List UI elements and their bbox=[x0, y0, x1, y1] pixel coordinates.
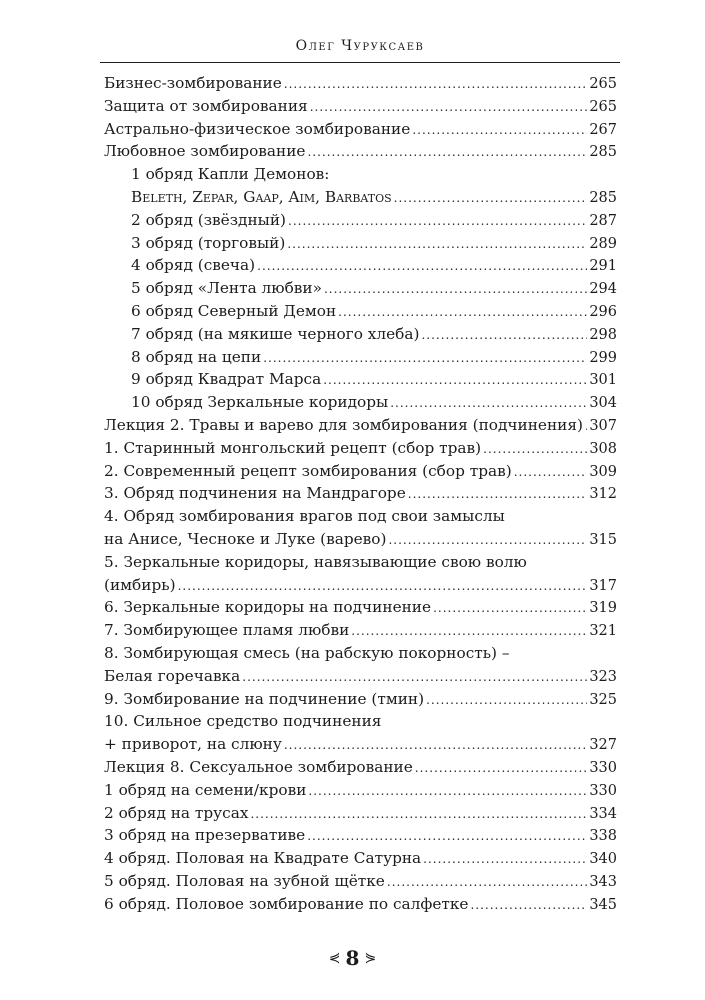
toc-entry-page: 285 bbox=[589, 144, 617, 161]
toc-leader-dots bbox=[284, 73, 588, 96]
toc-entry bbox=[104, 893, 617, 916]
toc-entry-page: 301 bbox=[589, 372, 617, 389]
toc-entry bbox=[104, 118, 617, 141]
toc-entry-page: 330 bbox=[589, 759, 617, 776]
toc-entry-title: 4 обряд (свеча) bbox=[131, 256, 256, 275]
toc-entry-title: 6 обряд. Половое зомбирование по салфетке bbox=[104, 894, 469, 913]
toc-entry-page: 325 bbox=[589, 691, 617, 708]
toc-leader-dots bbox=[433, 597, 587, 620]
toc-leader-dots bbox=[307, 141, 587, 164]
toc-leader-dots bbox=[284, 734, 587, 757]
toc-entry bbox=[104, 437, 617, 460]
toc-leader-dots bbox=[242, 666, 587, 689]
toc-entry-page: 317 bbox=[589, 577, 617, 594]
toc-leader-dots bbox=[287, 233, 587, 256]
toc-leader-dots bbox=[257, 255, 587, 278]
toc-entry-page: 315 bbox=[589, 531, 617, 548]
toc-entry-title: 2. Современный рецепт зомбирования (сбор трав) bbox=[104, 461, 512, 480]
toc-entry bbox=[104, 665, 617, 688]
toc-leader-dots bbox=[324, 278, 587, 301]
toc-entry bbox=[104, 323, 617, 346]
toc-entry-page: 343 bbox=[589, 873, 617, 890]
table-of-contents bbox=[104, 72, 617, 915]
toc-entry-title: + приворот, на слюну bbox=[104, 735, 282, 754]
toc-entry bbox=[104, 870, 617, 893]
toc-leader-dots bbox=[483, 438, 587, 461]
toc-entry-title: на Анисе, Чесноке и Луке (варево) bbox=[104, 529, 387, 548]
toc-entry bbox=[104, 779, 617, 802]
toc-leader-dots bbox=[408, 483, 588, 506]
toc-entry-title: 10 обряд Зеркальные коридоры bbox=[131, 393, 389, 412]
toc-entry-title: Астрально-физическое зомбирование bbox=[104, 119, 411, 138]
toc-entry bbox=[104, 391, 617, 414]
toc-entry-page: 265 bbox=[589, 98, 617, 115]
toc-leader-dots bbox=[310, 96, 588, 119]
toc-leader-dots bbox=[308, 780, 587, 803]
toc-entry bbox=[104, 254, 617, 277]
toc-entry-title: 6 обряд Северный Демон bbox=[131, 301, 337, 320]
toc-leader-dots bbox=[178, 575, 588, 598]
toc-entry bbox=[104, 72, 617, 95]
toc-leader-dots bbox=[390, 392, 587, 415]
toc-entry-title: 1. Старинный монгольский рецепт (сбор трав) bbox=[104, 438, 482, 457]
toc-entry-title: 1 обряд на семени/крови bbox=[104, 780, 307, 799]
toc-entry-title: 5 обряд. Половая на зубной щётке bbox=[104, 871, 385, 890]
toc-leader-dots bbox=[514, 461, 588, 484]
toc-entry-page: 308 bbox=[589, 440, 617, 457]
toc-entry-page: 298 bbox=[589, 326, 617, 343]
toc-leader-dots bbox=[394, 187, 588, 210]
toc-entry-title: 5. Зеркальные коридоры, навязывающие свою волю bbox=[104, 552, 527, 571]
toc-leader-dots bbox=[421, 324, 587, 347]
toc-entry-title: 3 обряд (торговый) bbox=[131, 233, 286, 252]
toc-entry bbox=[104, 551, 617, 574]
toc-leader-dots bbox=[412, 119, 587, 142]
toc-entry bbox=[104, 163, 617, 186]
toc-entry-page: 319 bbox=[589, 600, 617, 617]
page-folio bbox=[0, 946, 705, 970]
toc-entry-title: Бизнес-зомбирование bbox=[104, 74, 282, 92]
toc-entry-title: Любовное зомбирование bbox=[104, 142, 306, 161]
toc-entry bbox=[104, 733, 617, 756]
toc-entry-page: 289 bbox=[589, 235, 617, 252]
toc-entry-page: 287 bbox=[589, 212, 617, 229]
toc-entry-title: 8 обряд на цепи bbox=[131, 347, 262, 366]
toc-entry-page: 327 bbox=[589, 737, 617, 754]
toc-entry bbox=[104, 688, 617, 711]
toc-entry-page: 291 bbox=[589, 258, 617, 275]
toc-entry bbox=[104, 802, 617, 825]
toc-entry bbox=[104, 619, 617, 642]
toc-entry-page: 307 bbox=[589, 417, 617, 434]
toc-entry-page: 323 bbox=[589, 668, 617, 685]
toc-leader-dots bbox=[338, 301, 587, 324]
toc-entry-title: 7 обряд (на мякише черного хлеба) bbox=[131, 324, 420, 343]
toc-entry bbox=[104, 505, 617, 528]
toc-entry-title: (имбирь) bbox=[104, 575, 176, 594]
toc-entry bbox=[104, 368, 617, 391]
right-ornament-icon: ⋟ bbox=[364, 950, 377, 966]
toc-entry bbox=[104, 574, 617, 597]
toc-entry-title: 10. Сильное средство подчинения bbox=[104, 712, 382, 731]
toc-entry-title: 8. Зомбирующая смесь (на рабскую покорность) – bbox=[104, 643, 510, 662]
toc-entry bbox=[104, 140, 617, 163]
toc-entry bbox=[104, 642, 617, 665]
toc-entry-title: 2 обряд на трусах bbox=[104, 803, 249, 822]
toc-entry bbox=[104, 824, 617, 847]
toc-entry bbox=[104, 232, 617, 255]
toc-entry-page: 338 bbox=[589, 828, 617, 845]
toc-entry bbox=[104, 756, 617, 779]
toc-entry-title: 9 обряд Квадрат Марса bbox=[131, 370, 322, 389]
toc-entry bbox=[104, 414, 617, 437]
toc-entry-page: 285 bbox=[589, 189, 617, 206]
toc-entry-page: 330 bbox=[589, 782, 617, 799]
toc-leader-dots bbox=[288, 210, 587, 233]
toc-entry-title: 4 обряд. Половая на Квадрате Сатурна bbox=[104, 849, 422, 868]
toc-leader-dots bbox=[387, 871, 587, 894]
toc-entry-title: 3. Обряд подчинения на Мандрагоре bbox=[104, 484, 406, 503]
toc-entry-page: 321 bbox=[589, 623, 617, 640]
toc-entry bbox=[104, 482, 617, 505]
toc-leader-dots bbox=[415, 757, 588, 780]
toc-entry bbox=[104, 209, 617, 232]
toc-leader-dots bbox=[351, 620, 587, 643]
toc-leader-dots bbox=[323, 369, 587, 392]
toc-entry-title: 7. Зомбирующее пламя любви bbox=[104, 621, 350, 640]
page-number: 8 bbox=[345, 946, 360, 970]
toc-entry-title: 3 обряд на презервативе bbox=[104, 826, 306, 845]
toc-leader-dots bbox=[426, 689, 587, 712]
toc-entry bbox=[104, 95, 617, 118]
toc-entry bbox=[104, 460, 617, 483]
left-ornament-icon: ⋞ bbox=[328, 950, 341, 966]
toc-entry-title: 2 обряд (звёздный) bbox=[131, 210, 287, 229]
toc-entry-title: 1 обряд Капли Демонов: bbox=[131, 165, 330, 184]
toc-entry-title: Beleth, Zepar, Gaap, Aim, Barbatos bbox=[131, 187, 392, 206]
toc-entry-page: 334 bbox=[589, 805, 617, 822]
toc-entry-title: 9. Зомбирование на подчинение (тмин) bbox=[104, 689, 425, 708]
toc-entry-page: 309 bbox=[589, 463, 617, 480]
toc-leader-dots bbox=[470, 894, 587, 917]
toc-entry-title: Защита от зомбирования bbox=[104, 96, 308, 115]
toc-leader-dots bbox=[263, 347, 587, 370]
toc-entry bbox=[104, 300, 617, 323]
toc-entry-title: 5 обряд «Лента любви» bbox=[131, 279, 322, 298]
toc-entry bbox=[104, 528, 617, 551]
toc-entry-page: 267 bbox=[589, 121, 617, 138]
toc-entry-title: Белая горечавка bbox=[104, 666, 241, 685]
toc-entry-page: 294 bbox=[589, 281, 617, 298]
toc-leader-dots bbox=[423, 848, 587, 871]
toc-leader-dots bbox=[307, 825, 587, 848]
toc-entry bbox=[104, 346, 617, 369]
toc-entry-title: Лекция 2. Травы и варево для зомбирования (подчинения) bbox=[104, 415, 583, 434]
running-header: Олег Чуруксаев bbox=[295, 38, 425, 54]
toc-entry bbox=[104, 847, 617, 870]
toc-entry-title: 6. Зеркальные коридоры на подчинение bbox=[104, 598, 432, 617]
toc-entry bbox=[104, 186, 617, 209]
toc-entry-page: 296 bbox=[589, 303, 617, 320]
toc-entry-title: 4. Обряд зомбирования врагов под свои замыслы bbox=[104, 507, 505, 526]
toc-entry-title: Лекция 8. Сексуальное зомбирование bbox=[104, 757, 413, 776]
toc-entry-page: 304 bbox=[589, 395, 617, 412]
toc-entry bbox=[104, 277, 617, 300]
toc-entry-page: 265 bbox=[589, 76, 617, 92]
toc-entry-page: 312 bbox=[589, 486, 617, 503]
toc-entry-page: 340 bbox=[589, 851, 617, 868]
toc-leader-dots bbox=[250, 803, 587, 826]
toc-entry-page: 299 bbox=[589, 349, 617, 366]
toc-leader-dots bbox=[388, 529, 587, 552]
toc-leader-dots bbox=[585, 415, 587, 438]
header-rule bbox=[100, 62, 620, 63]
toc-entry bbox=[104, 596, 617, 619]
toc-entry bbox=[104, 710, 617, 733]
toc-entry-page: 345 bbox=[589, 896, 617, 913]
